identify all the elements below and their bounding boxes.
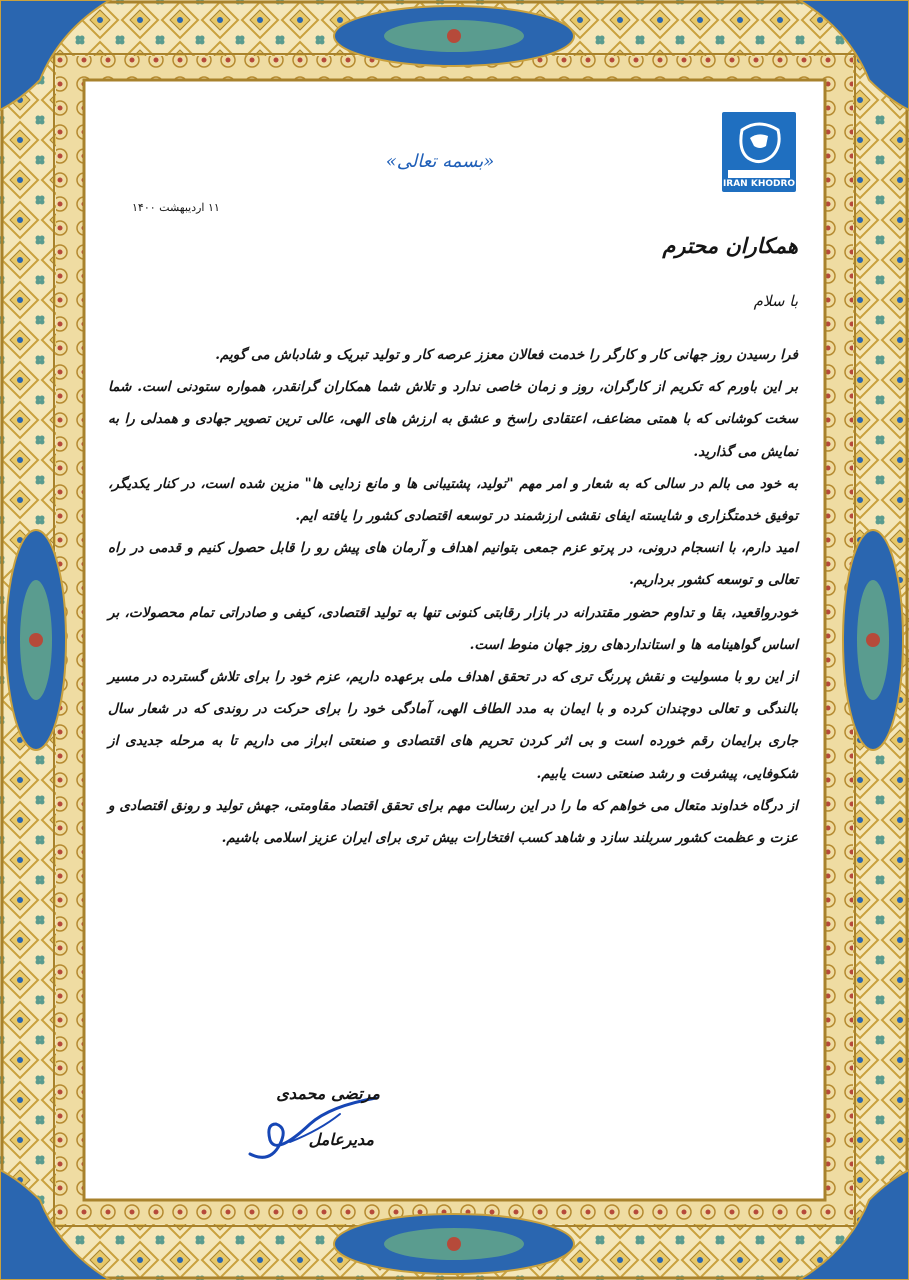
paragraph: خودرواقعید، بقا و تداوم حضور مقتدرانه در بازار رقابتی کنونی تنها به تولید اقتصادی، کیفی و صادراتی تمام محصولات، بر اساس گواهینامه ها و استانداردهای روز جهان منوط است. <box>108 604 798 653</box>
paragraph: بر این باورم که تکریم از کارگران، روز و زمان خاصی ندارد و تلاش شما همکاران گرانقدر، همواره ستودنی است. شما سخت کوشانی که با همتی مضاعف، اعتقادی راسخ و عشق به ارزش های الهی، عالی ترین تصویر جهادی و همدلی را به نمایش می گذارید. <box>108 379 798 460</box>
paragraph: به خود می بالم در سالی که به شعار و امر مهم "تولید، پشتیبانی ها و مانع زدایی ها" مزین شده است، در کنار یکدیگر، توفیق خدمتگزاری و شایسته ایفای نقشی ارزشمند در توسعه اقتصادی کشور را یافته ایم. <box>108 475 798 525</box>
letter-date: ۱۱ اردیبهشت ۱۴۰۰ <box>132 201 220 214</box>
paragraph: امید دارم، با انسجام درونی، در پرتو عزم جمعی بتوانیم اهداف و آرمان های پیش رو را قابل حصول کنیم و قدمی در راه تعالی و توسعه کشور برداریم. <box>108 540 798 589</box>
bismillah-heading: «بسمه تعالی» <box>385 151 495 172</box>
paragraph: از این رو با مسولیت و نقش پررنگ تری که در تحقق اهداف ملی برعهده داریم، عزم خود را برای تلاش گسترده در مسیر بالندگی و تعالی دوچندان کرده و با ایمان به مدد الطاف الهی، آمادگی خود را برای حرکت در روندی که در شعار سال جاری برایمان رقم خورده است و بی اثر کردن تحریم های اقتصادی و صنعتی ابراز می داریم تا به مرحله جدیدی از شکوفایی، پیشرفت و رشد صنعتی دست یابیم. <box>108 669 798 782</box>
signer-name: مرتضی محمدی <box>276 1084 380 1103</box>
logo-text: IRAN KHODRO <box>722 179 796 189</box>
greeting: با سلام <box>753 292 798 310</box>
signer-title: مدیرعامل <box>308 1130 374 1149</box>
signature-block <box>180 1084 380 1174</box>
paragraph: فرا رسیدن روز جهانی کار و کارگر را خدمت فعالان معزز عرصه کار و تولید تبریک و شادباش می گویم. <box>215 347 798 363</box>
paragraph: از درگاه خداوند متعال می خواهم که ما را در این رسالت مهم برای تحقق اقتصاد مقاومتی، جهش تولید و رونق اقتصادی و عزت و عظمت کشور سربلند سازد و شاهد کسب افتخارات بیش تری برای ایران عزیز اسلامی باشیم. <box>108 797 798 847</box>
company-logo <box>722 112 796 192</box>
salutation: همکاران محترم <box>662 233 798 258</box>
letter-body <box>108 339 798 854</box>
letter-sheet <box>100 96 816 1185</box>
